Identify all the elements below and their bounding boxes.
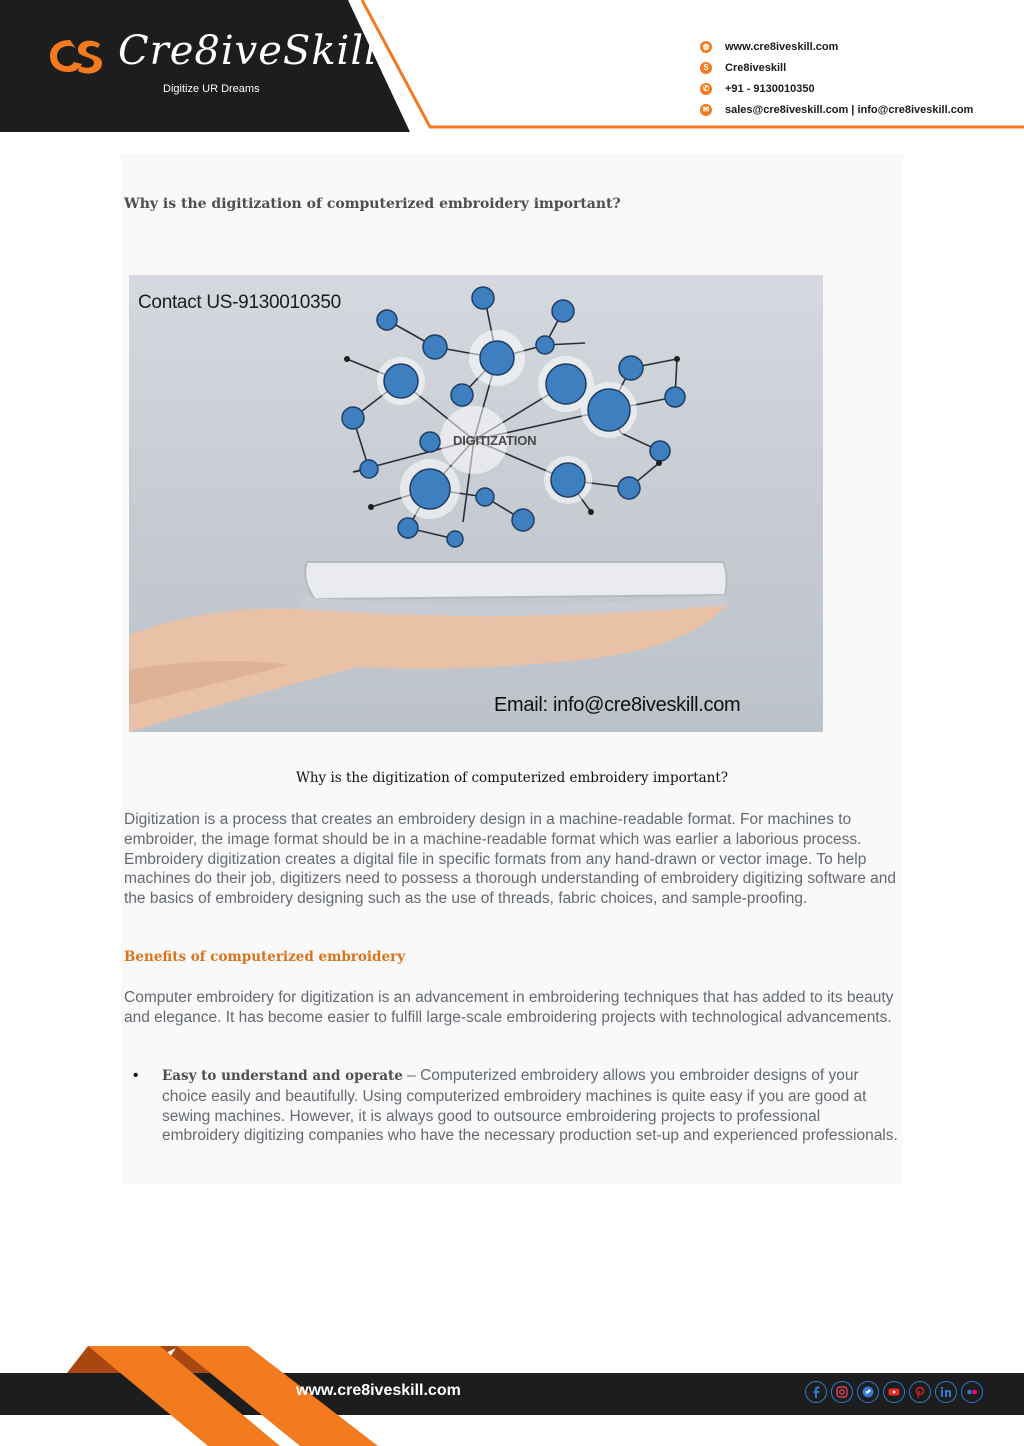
flickr-icon[interactable] [961, 1381, 983, 1403]
list-item-body [162, 1066, 899, 1146]
footer-website-link[interactable]: www.cre8iveskill.com [296, 1382, 461, 1399]
page-header [0, 0, 1024, 132]
network-graphic [129, 275, 823, 732]
instagram-icon[interactable] [831, 1381, 853, 1403]
paragraph-intro: Digitization is a process that creates an embroidery design in a machine-readable format. For machines to embroider, the image format should be in a machine-readable format which was earlier a laborious process. Embroidery digitization creates a digital file in specific formats from any hand-drawn or vector image. To help machines do their job, digitizers need to possess a thorough understanding of embroidery digitizing software and the basics of embroidery designing such as the use of threads, fabric choices, and sample-proofing. [124, 811, 897, 908]
brand-tagline: Digitize UR Dreams [163, 83, 260, 95]
brand-name: Cre8iveSkill [118, 28, 378, 74]
digitization-illustration [129, 275, 823, 732]
contact-skype[interactable] [700, 57, 973, 78]
globe-icon: ◍ [700, 41, 712, 53]
email-icon: ✉ [700, 104, 712, 116]
facebook-icon[interactable] [805, 1381, 827, 1403]
brand-logo[interactable] [48, 28, 378, 100]
twitter-icon[interactable] [857, 1381, 879, 1403]
section-heading-benefits: Benefits of computerized embroidery [124, 949, 406, 965]
youtube-icon[interactable] [883, 1381, 905, 1403]
image-caption: Why is the digitization of computerized embroidery important? [295, 770, 729, 786]
contact-list [700, 36, 973, 120]
pinterest-icon[interactable] [909, 1381, 931, 1403]
contact-phone[interactable] [700, 78, 973, 99]
social-icons [805, 1381, 983, 1403]
document-body [121, 154, 903, 1184]
list-item-term: Easy to understand and operate [162, 1068, 403, 1084]
bullet-icon: • [133, 1067, 139, 1084]
page-title: Why is the digitization of computerized embroidery important? [124, 196, 621, 212]
list-item-text: – Computerized embroidery allows you embroider designs of your choice easily and beautifully. Using computerized embroidery machines is quite easy if you are good at sewing machines. However, it is always good to outsource embroidering projects to professional embroidery digitizing companies who have the necessary production set-up and experienced professionals. [162, 1067, 898, 1145]
phone-icon: ✆ [700, 83, 712, 95]
contact-email[interactable] [700, 99, 973, 120]
logo-mark-icon [48, 36, 104, 76]
benefits-list [129, 1066, 899, 1146]
image-center-label: DIGITIZATION [453, 433, 537, 448]
contact-website[interactable] [700, 36, 973, 57]
image-email-text: Email: info@cre8iveskill.com [494, 694, 741, 716]
image-contact-text: Contact US-9130010350 [138, 292, 341, 313]
skype-icon: S [700, 62, 712, 74]
paragraph-benefits: Computer embroidery for digitization is an advancement in embroidering techniques that has added to its beauty and elegance. It has become easier to fulfill large-scale embroidering projects with technological advancements. [124, 989, 894, 1026]
linkedin-icon[interactable] [935, 1381, 957, 1403]
contact-email-text: sales@cre8iveskill.com | info@cre8iveskill.com [725, 103, 974, 116]
page-footer [0, 1340, 1024, 1446]
contact-skype-text: Cre8iveskill [725, 61, 787, 74]
contact-website-text: www.cre8iveskill.com [725, 40, 839, 53]
contact-phone-text: +91 - 9130010350 [725, 82, 815, 95]
list-item [129, 1066, 899, 1146]
